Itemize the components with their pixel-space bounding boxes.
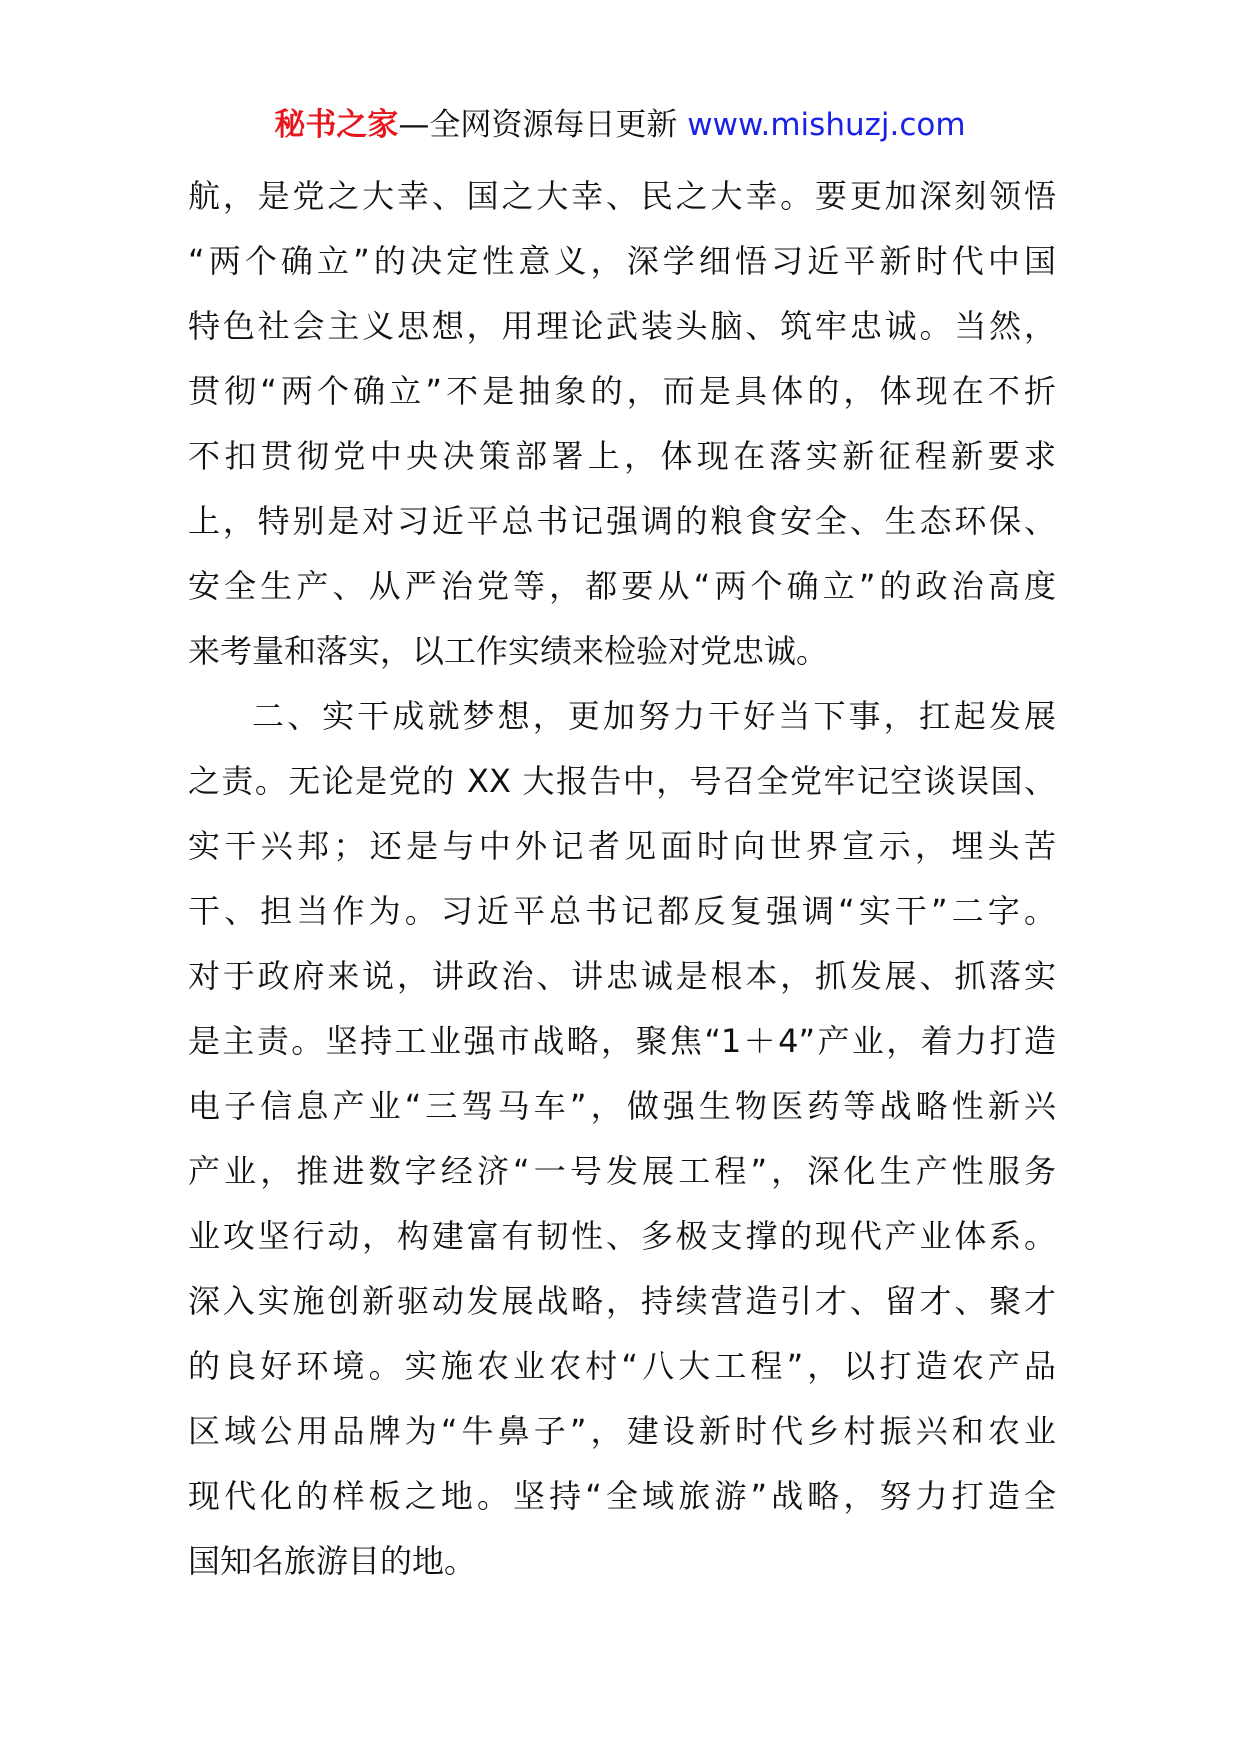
text-line: 现代化的样板之地。坚持“全域旅游”战略，努力打造全	[188, 1477, 1056, 1515]
document-body	[188, 164, 1056, 1594]
text-line: 干、担当作为。习近平总书记都反复强调“实干”二字。	[188, 892, 1056, 930]
text-line: 来考量和落实，以工作实绩来检验对党忠诚。	[188, 632, 829, 670]
site-header	[0, 98, 1240, 152]
paragraph-1	[188, 164, 1056, 684]
site-brand: 秘书之家	[274, 107, 399, 143]
text-line: 深入实施创新驱动发展战略，持续营造引才、留才、聚才	[188, 1282, 1056, 1320]
paragraph-2	[188, 684, 1056, 1594]
text-line: 上，特别是对习近平总书记强调的粮食安全、生态环保、	[188, 502, 1056, 540]
text-line: 区域公用品牌为“牛鼻子”，建设新时代乡村振兴和农业	[188, 1412, 1056, 1450]
text-line: 国知名旅游目的地。	[188, 1542, 477, 1580]
text-line: 是主责。坚持工业强市战略，聚焦“1＋4”产业，着力打造	[188, 1022, 1056, 1060]
text-line: 的良好环境。实施农业农村“八大工程”，以打造农产品	[188, 1347, 1056, 1385]
text-line: 业攻坚行动，构建富有韧性、多极支撑的现代产业体系。	[188, 1217, 1056, 1255]
text-line: 实干兴邦；还是与中外记者见面时向世界宣示，埋头苦	[188, 827, 1056, 865]
text-line: 之责。无论是党的 XX 大报告中，号召全党牢记空谈误国、	[188, 762, 1056, 800]
text-line: 安全生产、从严治党等，都要从“两个确立”的政治高度	[188, 567, 1056, 605]
text-line: 不扣贯彻党中央决策部署上，体现在落实新征程新要求	[188, 437, 1056, 475]
site-url-link[interactable]: www.mishuzj.com	[687, 107, 966, 143]
text-line: 贯彻“两个确立”不是抽象的，而是具体的，体现在不折	[188, 372, 1056, 410]
text-line: 产业，推进数字经济“一号发展工程”，深化生产性服务	[188, 1152, 1056, 1190]
text-line: 电子信息产业“三驾马车”，做强生物医药等战略性新兴	[188, 1087, 1056, 1125]
site-slogan: —全网资源每日更新	[398, 107, 688, 143]
section-heading-line: 二、实干成就梦想，更加努力干好当下事，扛起发展	[252, 697, 1056, 735]
text-line: 航，是党之大幸、国之大幸、民之大幸。要更加深刻领悟	[188, 177, 1056, 215]
text-line: “两个确立”的决定性意义，深学细悟习近平新时代中国	[188, 242, 1056, 280]
text-line: 特色社会主义思想，用理论武装头脑、筑牢忠诚。当然，	[188, 307, 1056, 345]
text-line: 对于政府来说，讲政治、讲忠诚是根本，抓发展、抓落实	[188, 957, 1056, 995]
